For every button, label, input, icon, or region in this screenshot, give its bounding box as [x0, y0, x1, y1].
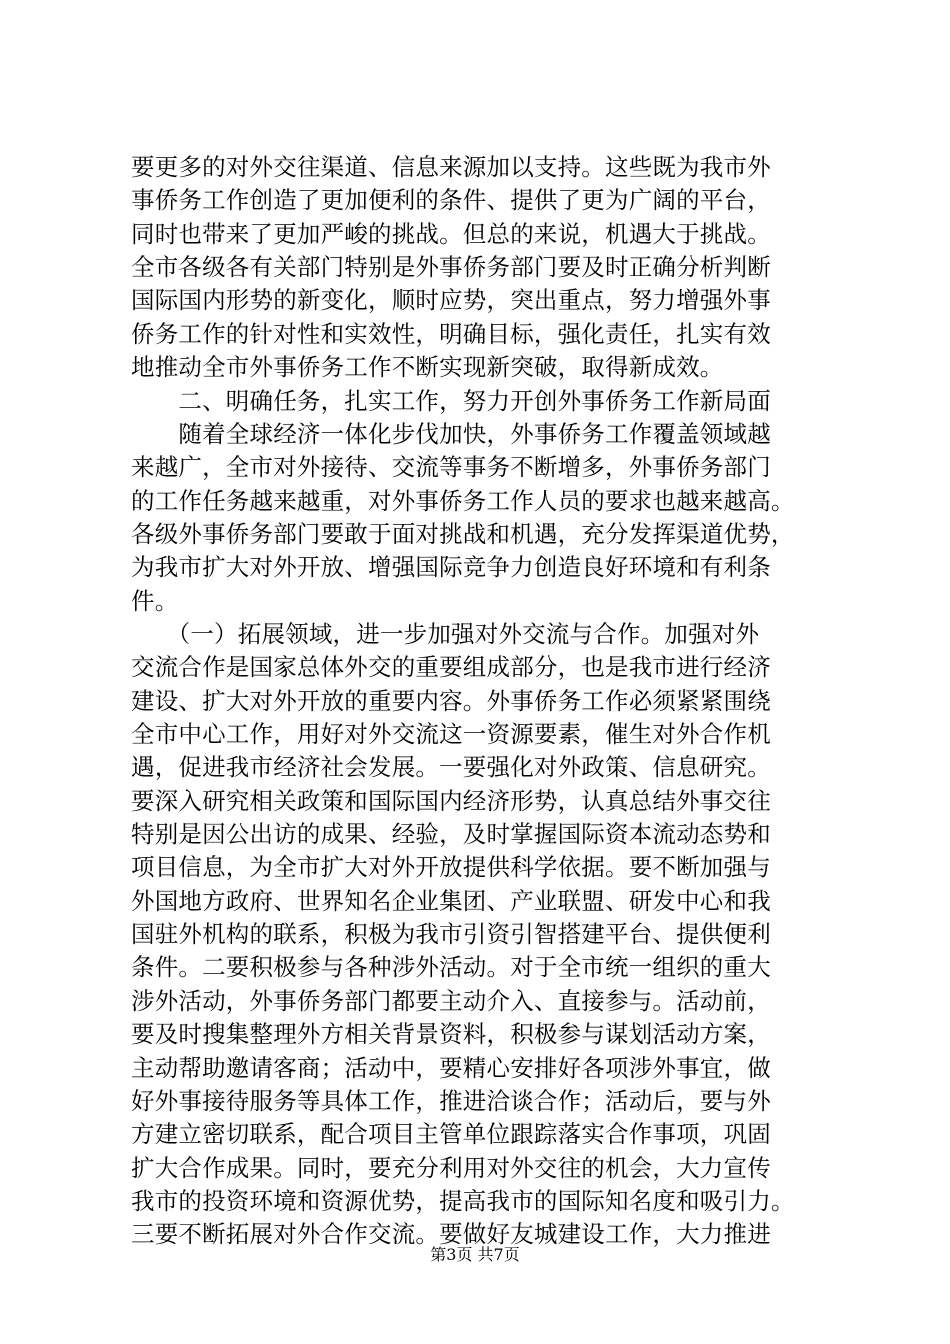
text-line: 随着全球经济一体化步伐加快，外事侨务工作覆盖领域越: [131, 419, 771, 448]
text-line: 主动帮助邀请客商；活动中，要精心安排好各项涉外事宜，做: [131, 1053, 771, 1082]
text-line: 事侨务工作创造了更加便利的条件、提供了更为广阔的平台，: [131, 186, 771, 215]
text-line: 扩大合作成果。同时，要充分利用对外交往的机会，大力宣传: [131, 1153, 771, 1182]
text-line: 三要不断拓展对外合作交流。要做好友城建设工作，大力推进: [131, 1220, 771, 1249]
text-line: 好外事接待服务等具体工作，推进洽谈合作；活动后，要与外: [131, 1086, 771, 1115]
text-line: 项目信息，为全市扩大对外开放提供科学依据。要不断加强与: [131, 853, 771, 882]
text-line: 遇，促进我市经济社会发展。一要强化对外政策、信息研究。: [131, 753, 771, 782]
text-line: 建设、扩大对外开放的重要内容。外事侨务工作必须紧紧围绕: [131, 686, 771, 715]
text-line: 件。: [131, 586, 179, 615]
text-line: 交流合作是国家总体外交的重要组成部分，也是我市进行经济: [131, 653, 771, 682]
text-line: 各级外事侨务部门要敢于面对挑战和机遇，充分发挥渠道优势，: [131, 519, 795, 548]
text-line: 要更多的对外交往渠道、信息来源加以支持。这些既为我市外: [131, 153, 771, 181]
text-line: 外国地方政府、世界知名企业集团、产业联盟、研发中心和我: [131, 886, 771, 915]
text-line: （一）拓展领域，进一步加强对外交流与合作。加强对外: [131, 619, 760, 648]
text-line: 二、明确任务，扎实工作，努力开创外事侨务工作新局面: [131, 386, 771, 415]
text-line: 的工作任务越来越重，对外事侨务工作人员的要求也越来越高。: [131, 486, 795, 515]
text-line: 全市中心工作，用好对外交流这一资源要素，催生对外合作机: [131, 720, 771, 748]
text-line: 要及时搜集整理外方相关背景资料，积极参与谋划活动方案，: [131, 1020, 771, 1049]
text-line: 我市的投资环境和资源优势，提高我市的国际知名度和吸引力。: [131, 1186, 795, 1215]
text-line: 国驻外机构的联系，积极为我市引资引智搭建平台、提供便利: [131, 920, 771, 949]
text-line: 方建立密切联系，配合项目主管单位跟踪落实合作事项，巩固: [131, 1120, 771, 1149]
text-line: 全市各级各有关部门特别是外事侨务部门要及时正确分析判断: [131, 253, 771, 282]
text-line: 地推动全市外事侨务工作不断实现新突破，取得新成效。: [131, 353, 724, 382]
text-line: 来越广，全市对外接待、交流等事务不断增多，外事侨务部门: [131, 453, 771, 482]
page-footer: 第3页 共7页: [430, 1245, 520, 1264]
text-line: 涉外活动，外事侨务部门都要主动介入、直接参与。活动前，: [131, 986, 771, 1015]
text-line: 国际国内形势的新变化，顺时应势，突出重点，努力增强外事: [131, 286, 771, 315]
text-line: 要深入研究相关政策和国际国内经济形势，认真总结外事交往: [131, 786, 771, 815]
text-line: 特别是因公出访的成果、经验，及时掌握国际资本流动态势和: [131, 820, 771, 848]
text-line: 为我市扩大对外开放、增强国际竞争力创造良好环境和有利条: [131, 553, 771, 582]
text-line: 条件。二要积极参与各种涉外活动。对于全市统一组织的重大: [131, 953, 771, 982]
text-line: 侨务工作的针对性和实效性，明确目标，强化责任，扎实有效: [131, 319, 771, 348]
text-line: 同时也带来了更加严峻的挑战。但总的来说，机遇大于挑战。: [131, 219, 771, 248]
